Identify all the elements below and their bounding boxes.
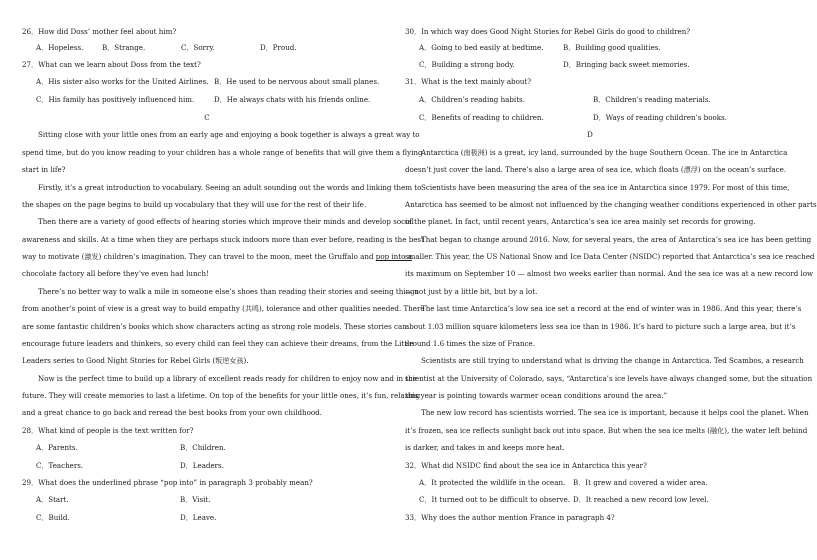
q26-option-d[interactable]: D．Proud. bbox=[260, 43, 297, 52]
passage-c-para4-line2: from another’s point of view is a great way to build empathy (共鸣), tolerance and other qualities needed. There bbox=[22, 304, 425, 313]
q28-option-d[interactable]: D．Leaders. bbox=[180, 461, 224, 470]
q32-option-c[interactable]: C．It turned out to be difficult to observe. bbox=[419, 495, 571, 504]
q33-stem: 33．Why does the author mention France in paragraph 4? bbox=[405, 513, 615, 522]
passage-d-p2-line2: Antarctica has seemed to be almost not influenced by the changing weather conditions experienced in other parts bbox=[405, 200, 817, 209]
q29-option-a[interactable]: A．Start. bbox=[36, 495, 69, 504]
passage-d-p5-line3: this year is pointing towards warmer ocean conditions around the area.” bbox=[405, 391, 668, 400]
passage-c-para4-line5: Leaders series to Good Night Stories for Rebel Girls (叛逆女孩). bbox=[22, 356, 249, 365]
q26-option-a[interactable]: A．Hopeless. bbox=[36, 43, 84, 52]
passage-d-p3-line2: smaller. This year, the US National Snow and Ice Data Center (NSIDC) reported that Antarctica’s sea ice reached bbox=[405, 252, 815, 261]
q30-option-b[interactable]: B．Building good qualities. bbox=[563, 43, 661, 52]
q29-option-b[interactable]: B．Visit. bbox=[180, 495, 211, 504]
q31-stem: 31．What is the text mainly about? bbox=[405, 77, 532, 86]
q31-options-row1 bbox=[405, 94, 775, 106]
q29-option-d[interactable]: D．Leave. bbox=[180, 513, 217, 522]
passage-d-p4-line3: around 1.6 times the size of France. bbox=[405, 339, 535, 348]
q27-option-a[interactable]: A．His sister also works for the United Airlines. bbox=[36, 77, 209, 86]
passage-d-p4-line2: about 1.03 million square kilometers less sea ice than in 1986. It’s hard to picture such a large area, but it’s bbox=[405, 322, 796, 331]
section-c-heading: C bbox=[204, 113, 210, 122]
passage-c-para5-line3: and a great chance to go back and reread the best books from your own childhood. bbox=[22, 408, 322, 417]
q32-option-b[interactable]: B．It grew and covered a wider area. bbox=[573, 478, 708, 487]
q29-options-row1 bbox=[22, 494, 392, 506]
q27-option-c[interactable]: C．His family has positively influenced him. bbox=[36, 95, 195, 104]
passage-d-p1-line1: Antarctica (南极洲) is a great, icy land, surrounded by the huge Southern Ocean. The ice in Antarctica bbox=[421, 148, 788, 157]
q30-options-row2 bbox=[405, 59, 775, 71]
q31-option-c[interactable]: C．Benefits of reading to children. bbox=[419, 113, 544, 122]
q32-options-row1 bbox=[405, 477, 775, 489]
passage-c-para3-line1: Then there are a variety of good effects of hearing stories which improve their minds and develop social bbox=[38, 217, 414, 226]
passage-d-p6-line2: it’s frozen, sea ice reflects sunlight back out into space. But when the sea ice melts (融化), the water left behind bbox=[405, 426, 808, 435]
passage-c-para3-line4: chocolate factory all before they’ve even had lunch! bbox=[22, 269, 209, 278]
passage-d-p3-line3: its maximum on September 10 — almost two weeks earlier than normal. And the sea ice was at a new record low bbox=[405, 269, 814, 278]
para3-line3-text: way to motivate (激发) children’s imagination. They can travel to the moon, meet the Gruffalo and bbox=[22, 252, 374, 261]
passage-c-para2-line1: Firstly, it’s a great introduction to vocabulary. Seeing an adult sounding out the words and linking them to bbox=[38, 183, 422, 192]
passage-d-p2-line1: Scientists have been measuring the area of the sea ice in Antarctica since 1979. For most of this time, bbox=[421, 183, 790, 192]
q26-stem: 26．How did Doss’ mother feel about him? bbox=[22, 27, 177, 36]
passage-c-para1-line2: spend time, but do you know reading to your children has a whole range of benefits that will give them a flying bbox=[22, 148, 423, 157]
section-d-heading: D bbox=[587, 130, 593, 139]
q26-options bbox=[22, 42, 392, 54]
passage-d-p3-line1: That began to change around 2016. Now, for several years, the area of Antarctica’s sea ice has been getting bbox=[421, 235, 812, 244]
q30-options-row1 bbox=[405, 42, 775, 54]
q31-option-a[interactable]: A．Children’s reading habits. bbox=[419, 95, 525, 104]
q31-option-d[interactable]: D．Ways of reading children’s books. bbox=[593, 113, 727, 122]
q32-option-d[interactable]: D．It reached a new record low level. bbox=[573, 495, 709, 504]
q32-option-a[interactable]: A．It protected the wildlife in the ocean. bbox=[419, 478, 566, 487]
passage-c-para4-line4: encourage future leaders and thinkers, so every child can feel they can achieve their dreams, from the Little bbox=[22, 339, 414, 348]
q26-option-c[interactable]: C．Sorry. bbox=[181, 43, 215, 52]
q28-option-c[interactable]: C．Teachers. bbox=[36, 461, 84, 470]
passage-c-para3-line2: awareness and skills. At a time when they are perhaps stuck indoors more than ever before, reading is the best bbox=[22, 235, 424, 244]
q28-stem: 28．What kind of people is the text written for? bbox=[22, 426, 194, 435]
q32-options-row2 bbox=[405, 494, 775, 506]
passage-d-p4-line1: The last time Antarctica’s low sea ice set a record at the end of winter was in 1986. And this year, there’s bbox=[421, 304, 802, 313]
passage-c-para2-line2: the shapes on the page begins to build up vocabulary that they will use for the rest of their life. bbox=[22, 200, 367, 209]
q27-stem: 27．What can we learn about Doss from the text? bbox=[22, 60, 201, 69]
q28-option-a[interactable]: A．Parents. bbox=[36, 443, 78, 452]
right-column bbox=[405, 0, 817, 560]
q32-stem: 32．What did NSIDC find about the sea ice in Antarctica this year? bbox=[405, 461, 647, 470]
passage-d-p2-line3: of the planet. In fact, until recent years, Antarctica’s sea ice area mainly set records for growing. bbox=[405, 217, 756, 226]
q30-stem: 30．In which way does Good Night Stories for Rebel Girls do good to children? bbox=[405, 27, 691, 36]
passage-d-p5-line2: scientist at the University of Colorado, says, “Antarctica’s ice levels have always changed some, but the situation bbox=[405, 374, 813, 383]
q28-option-b[interactable]: B．Children. bbox=[180, 443, 226, 452]
passage-d-p6-line1: The new low record has scientists worried. The sea ice is important, because it helps cool the planet. When bbox=[421, 408, 809, 417]
passage-d-p5-line1: Scientists are still trying to understand what is driving the change in Antarctica. Ted Scambos, a research bbox=[421, 356, 804, 365]
passage-d-p1-line2: doesn’t just cover the land. There’s also a large area of sea ice, which floats (漂浮) on the ocean’s surface. bbox=[405, 165, 787, 174]
q31-option-b[interactable]: B．Children’s reading materials. bbox=[593, 95, 711, 104]
q27-option-b[interactable]: B．He used to be nervous about small planes. bbox=[214, 77, 380, 86]
passage-c-para5-line2: future. They will create memories to last a lifetime. On top of the benefits for your little ones, it’s fun, relaxing bbox=[22, 391, 421, 400]
q28-options-row1 bbox=[22, 442, 392, 454]
q30-option-d[interactable]: D．Bringing back sweet memories. bbox=[563, 60, 690, 69]
q29-options-row2 bbox=[22, 512, 392, 524]
q31-options-row2 bbox=[405, 112, 775, 124]
passage-d-p6-line3: is darker, and takes in and keeps more heat. bbox=[405, 443, 565, 452]
underlined-phrase-pop-into: pop into a bbox=[375, 252, 412, 261]
q30-option-c[interactable]: C．Building a strong body. bbox=[419, 60, 515, 69]
q27-option-d[interactable]: D．He always chats with his friends online. bbox=[214, 95, 371, 104]
q27-options-row2 bbox=[22, 94, 392, 106]
q26-option-b[interactable]: B．Strange. bbox=[102, 43, 146, 52]
q29-stem: 29．What does the underlined phrase “pop into” in paragraph 3 probably mean? bbox=[22, 478, 313, 487]
q29-option-c[interactable]: C．Build. bbox=[36, 513, 70, 522]
passage-c-para3-line3 bbox=[22, 251, 412, 263]
q28-options-row2 bbox=[22, 460, 392, 472]
left-column bbox=[22, 0, 425, 560]
passage-c-para5-line1: Now is the perfect time to build up a library of excellent reads ready for children to enjoy now and in the bbox=[38, 374, 417, 383]
q30-option-a[interactable]: A．Going to bed easily at bedtime. bbox=[419, 43, 544, 52]
passage-c-para1-line3: start in life? bbox=[22, 165, 66, 174]
passage-c-para4-line3: are some fantastic children’s books which show characters acting as strong role models. These stories can bbox=[22, 322, 407, 331]
passage-d-p3-line4: — not just by a little bit, but by a lot. bbox=[405, 287, 538, 296]
passage-c-para4-line1: There’s no better way to walk a mile in someone else’s shoes than reading their stories and seeing things bbox=[38, 287, 419, 296]
passage-c-para1-line1: Sitting close with your little ones from an early age and enjoying a book together is always a great way to bbox=[38, 130, 420, 139]
q27-options-row1 bbox=[22, 76, 392, 88]
